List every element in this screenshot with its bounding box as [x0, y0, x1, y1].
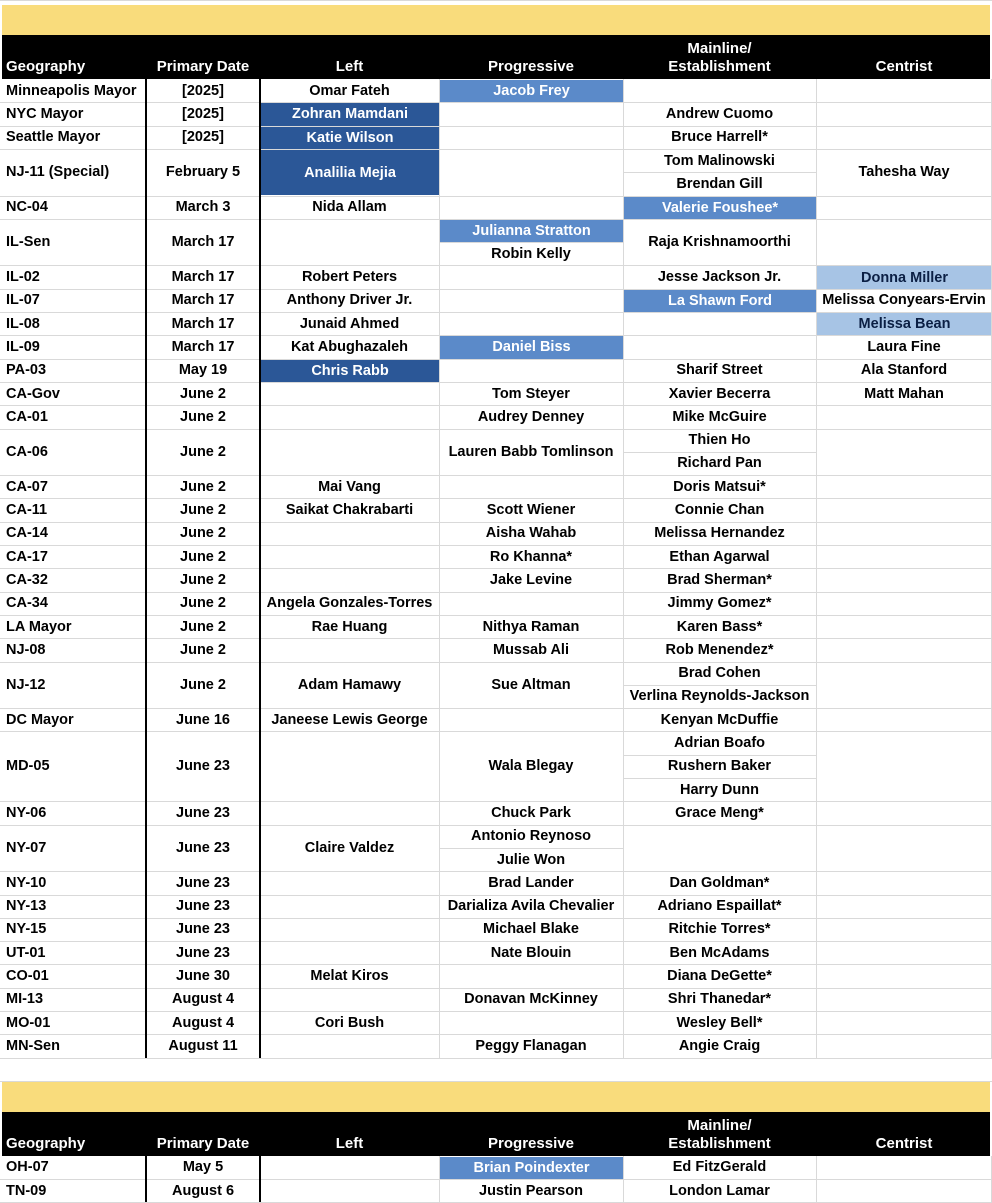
geography-cell: IL-07	[6, 292, 40, 309]
date-cell: [2025]	[182, 105, 224, 122]
candidate-progressive: Antonio Reynoso	[470, 828, 592, 845]
geography-cell: Seattle Mayor	[6, 129, 101, 146]
date-cell: August 6	[171, 1182, 235, 1199]
column-header-geography	[0, 1112, 146, 1156]
candidate-centrist: Donna Miller	[817, 266, 992, 288]
geography-cell: CA-01	[6, 408, 48, 425]
column-separator	[145, 79, 147, 1058]
candidate-progressive: Mussab Ali	[492, 641, 569, 658]
candidate-mainline: Brendan Gill	[676, 175, 763, 192]
candidate-mainline: Harry Dunn	[680, 781, 759, 798]
candidate-mainline: Dan Goldman*	[669, 874, 770, 891]
candidate-mainline: Brad Sherman*	[667, 571, 772, 588]
geography-cell: NY-13	[6, 898, 47, 915]
column-header-progressive	[439, 35, 623, 79]
geography-cell: NY-06	[6, 804, 47, 821]
candidate-mainline: Xavier Becerra	[668, 385, 771, 402]
column-separator	[259, 79, 261, 1058]
candidate-mainline: Richard Pan	[677, 455, 762, 472]
candidate-mainline: Ritchie Torres*	[668, 921, 771, 938]
date-cell: March 17	[171, 292, 235, 309]
candidate-left: Omar Fateh	[309, 82, 390, 99]
date-cell: June 23	[176, 874, 230, 891]
column-header-date	[146, 1112, 260, 1156]
column-header-text: Primary Date	[156, 1134, 250, 1152]
geography-cell: PA-03	[6, 362, 47, 379]
column-header-text: Progressive	[488, 58, 574, 75]
geography-cell: MD-05	[6, 758, 50, 775]
candidate-mainline: Jesse Jackson Jr.	[657, 269, 782, 286]
column-header-text: Left	[335, 1134, 364, 1152]
candidate-left: Mai Vang	[318, 478, 381, 495]
date-cell: June 2	[180, 478, 226, 495]
candidate-progressive: Lauren Babb Tomlinson	[448, 443, 614, 460]
geography-cell: TN-09	[6, 1182, 47, 1199]
candidate-progressive: Robin Kelly	[491, 245, 571, 262]
candidate-progressive: Julie Won	[496, 851, 566, 868]
candidate-centrist: Tahesha Way	[858, 164, 950, 181]
date-cell: June 2	[180, 408, 226, 425]
candidate-left: Nida Allam	[312, 199, 387, 216]
column-separator	[145, 1156, 147, 1203]
column-header-mainline	[623, 1112, 816, 1156]
candidate-left: Analilia Mejia	[261, 150, 439, 196]
geography-cell: MN-Sen	[6, 1037, 60, 1054]
grid-line	[816, 1156, 817, 1203]
candidate-mainline: Mike McGuire	[672, 408, 767, 425]
grid-line	[439, 242, 623, 243]
column-separator	[259, 1156, 261, 1203]
grid-line	[0, 0, 992, 1]
candidate-progressive: Justin Pearson	[479, 1182, 583, 1199]
column-header-text: Geography	[6, 1134, 86, 1152]
geography-cell: OH-07	[6, 1159, 49, 1176]
column-header-left	[260, 1112, 439, 1156]
column-header-text: Progressive	[488, 1134, 574, 1152]
geography-cell: CA-11	[6, 502, 48, 519]
candidate-left: Anthony Driver Jr.	[286, 292, 413, 309]
candidate-progressive: Donavan McKinney	[464, 991, 598, 1008]
geography-cell: CA-Gov	[6, 385, 60, 402]
candidate-mainline: Valerie Foushee*	[624, 197, 816, 219]
candidate-mainline: Angie Craig	[678, 1037, 761, 1054]
date-cell: May 5	[182, 1159, 224, 1176]
candidate-progressive: Scott Wiener	[486, 502, 576, 519]
candidate-progressive: Brian Poindexter	[440, 1157, 623, 1179]
column-header-centrist	[816, 35, 992, 79]
section-title	[2, 1082, 990, 1112]
candidate-progressive: Sue Altman	[491, 676, 571, 693]
date-cell: August 11	[168, 1037, 238, 1054]
column-header-date	[146, 35, 260, 79]
date-cell: June 2	[180, 525, 226, 542]
geography-cell: NY-10	[6, 874, 47, 891]
candidate-mainline: Sharif Street	[676, 362, 763, 379]
candidate-left: Rae Huang	[311, 618, 388, 635]
date-cell: March 17	[171, 269, 235, 286]
geography-cell: NY-15	[6, 921, 47, 938]
date-cell: March 3	[175, 199, 231, 216]
candidate-left: Melat Kiros	[310, 968, 389, 985]
geography-cell: NYC Mayor	[6, 105, 84, 122]
column-header-text: Left	[335, 58, 364, 75]
geography-cell: NY-07	[6, 839, 47, 856]
column-header-centrist	[816, 1112, 992, 1156]
grid-line	[0, 1058, 992, 1059]
grid-line	[623, 172, 816, 173]
candidate-centrist: Ala Stanford	[860, 362, 948, 379]
candidate-mainline: Bruce Harrell*	[671, 129, 768, 146]
candidate-progressive: Wala Blegay	[488, 758, 574, 775]
date-cell: June 2	[180, 385, 226, 402]
geography-cell: Minneapolis Mayor	[6, 82, 137, 99]
column-header-text: Mainline/	[687, 40, 752, 57]
candidate-centrist: Matt Mahan	[864, 385, 944, 402]
candidate-mainline: Ethan Agarwal	[669, 548, 770, 565]
date-cell: August 4	[171, 1014, 235, 1031]
candidate-mainline: Ben McAdams	[669, 944, 770, 961]
geography-cell: IL-02	[6, 269, 40, 286]
date-cell: June 30	[176, 968, 230, 985]
geography-cell: IL-09	[6, 338, 40, 355]
candidate-centrist: Melissa Conyears-Ervin	[822, 292, 986, 309]
date-cell: June 2	[180, 595, 226, 612]
date-cell: June 2	[180, 676, 226, 693]
candidate-mainline: Andrew Cuomo	[665, 105, 774, 122]
geography-cell: CA-34	[6, 595, 48, 612]
geography-cell: NJ-11 (Special)	[6, 164, 110, 181]
date-cell: June 23	[176, 898, 230, 915]
candidate-left: Robert Peters	[301, 269, 398, 286]
candidate-mainline: Adrian Boafo	[673, 735, 766, 752]
column-header-progressive	[439, 1112, 623, 1156]
date-cell: June 16	[176, 711, 230, 728]
candidate-progressive: Tom Steyer	[492, 385, 570, 402]
candidate-left: Junaid Ahmed	[299, 315, 400, 332]
column-header-left	[260, 35, 439, 79]
candidate-mainline: London Lamar	[669, 1182, 770, 1199]
column-header-mainline	[623, 35, 816, 79]
geography-cell: CA-14	[6, 525, 48, 542]
candidate-mainline: Verlina Reynolds-Jackson	[629, 688, 810, 705]
date-cell: May 19	[178, 362, 228, 379]
column-header-text: Geography	[6, 58, 86, 75]
column-header-geography	[0, 35, 146, 79]
candidate-centrist: Melissa Bean	[817, 313, 992, 335]
geography-cell: CA-06	[6, 443, 48, 460]
date-cell: June 2	[180, 618, 226, 635]
candidate-mainline: La Shawn Ford	[624, 290, 816, 312]
candidate-mainline: Jimmy Gomez*	[667, 595, 772, 612]
grid-line	[623, 1156, 624, 1203]
candidate-progressive: Aisha Wahab	[485, 525, 577, 542]
candidate-left: Saikat Chakrabarti	[285, 502, 414, 519]
candidate-centrist: Laura Fine	[867, 338, 941, 355]
candidate-progressive: Michael Blake	[483, 921, 579, 938]
date-cell: June 2	[180, 548, 226, 565]
geography-cell: LA Mayor	[6, 618, 72, 635]
candidate-mainline: Grace Meng*	[675, 804, 764, 821]
grid-line	[623, 778, 816, 779]
candidate-progressive: Brad Lander	[488, 874, 574, 891]
candidate-mainline: Ed FitzGerald	[672, 1159, 767, 1176]
candidate-progressive: Chuck Park	[491, 804, 571, 821]
geography-cell: CO-01	[6, 968, 49, 985]
date-cell: March 17	[171, 234, 235, 251]
geography-cell: UT-01	[6, 944, 46, 961]
candidate-mainline: Doris Matsui*	[673, 478, 766, 495]
candidate-left: Adam Hamawy	[297, 676, 402, 693]
date-cell: June 2	[180, 502, 226, 519]
geography-cell: MO-01	[6, 1014, 51, 1031]
geography-cell: CA-17	[6, 548, 48, 565]
candidate-mainline: Brad Cohen	[678, 665, 761, 682]
date-cell: June 2	[180, 641, 226, 658]
geography-cell: IL-08	[6, 315, 40, 332]
geography-cell: NC-04	[6, 199, 48, 216]
candidate-progressive: Nithya Raman	[482, 618, 580, 635]
grid-line	[439, 848, 623, 849]
candidate-mainline: Shri Thanedar*	[667, 991, 772, 1008]
column-header-text: Centrist	[875, 58, 933, 75]
candidate-mainline: Karen Bass*	[676, 618, 763, 635]
grid-line	[439, 79, 440, 1058]
date-cell: June 23	[176, 839, 230, 856]
candidate-mainline: Raja Krishnamoorthi	[648, 234, 791, 251]
column-header-text: Establishment	[668, 1134, 771, 1152]
date-cell: [2025]	[182, 82, 224, 99]
candidate-mainline: Melissa Hernandez	[654, 525, 785, 542]
grid-line	[816, 79, 817, 1058]
date-cell: June 23	[176, 758, 230, 775]
date-cell: June 23	[176, 921, 230, 938]
geography-cell: NJ-12	[6, 676, 46, 693]
grid-line	[623, 685, 816, 686]
candidate-mainline: Thien Ho	[688, 432, 751, 449]
geography-cell: CA-32	[6, 571, 48, 588]
candidate-progressive: Audrey Denney	[477, 408, 585, 425]
date-cell: June 2	[180, 443, 226, 460]
candidate-left: Zohran Mamdani	[261, 103, 439, 125]
candidate-progressive: Nate Blouin	[490, 944, 572, 961]
geography-cell: DC Mayor	[6, 711, 74, 728]
date-cell: June 23	[176, 944, 230, 961]
date-cell: [2025]	[182, 129, 224, 146]
candidate-progressive: Jacob Frey	[440, 80, 623, 102]
candidate-left: Chris Rabb	[261, 360, 439, 382]
candidate-progressive: Julianna Stratton	[440, 220, 623, 242]
column-header-text: Establishment	[668, 58, 771, 75]
date-cell: June 2	[180, 571, 226, 588]
column-header-text: Mainline/	[687, 1116, 752, 1134]
date-cell: June 23	[176, 804, 230, 821]
candidate-mainline: Wesley Bell*	[676, 1014, 763, 1031]
grid-line	[623, 79, 624, 1058]
candidate-mainline: Connie Chan	[674, 502, 765, 519]
geography-cell: CA-07	[6, 478, 48, 495]
geography-cell: IL-Sen	[6, 234, 51, 251]
candidate-left: Angela Gonzales-Torres	[266, 595, 433, 612]
candidate-progressive: Jake Levine	[489, 571, 573, 588]
candidate-left: Kat Abughazaleh	[290, 338, 409, 355]
section-title	[2, 5, 990, 35]
date-cell: March 17	[171, 338, 235, 355]
candidate-left: Katie Wilson	[261, 127, 439, 149]
grid-line	[623, 452, 816, 453]
geography-cell: NJ-08	[6, 641, 46, 658]
candidate-mainline: Diana DeGette*	[667, 968, 772, 985]
candidate-mainline: Tom Malinowski	[664, 152, 775, 169]
candidate-mainline: Rushern Baker	[667, 758, 772, 775]
candidate-left: Janeese Lewis George	[271, 711, 428, 728]
column-header-text: Primary Date	[156, 58, 250, 75]
candidate-progressive: Darializa Avila Chevalier	[447, 898, 615, 915]
candidate-mainline: Adriano Espaillat*	[657, 898, 782, 915]
date-cell: March 17	[171, 315, 235, 332]
date-cell: August 4	[171, 991, 235, 1008]
geography-cell: MI-13	[6, 991, 44, 1008]
candidate-left: Claire Valdez	[304, 839, 395, 856]
candidate-progressive: Daniel Biss	[440, 336, 623, 358]
candidate-left: Cori Bush	[314, 1014, 385, 1031]
column-header-text: Centrist	[875, 1134, 933, 1152]
candidate-mainline: Kenyan McDuffie	[660, 711, 779, 728]
candidate-mainline: Rob Menendez*	[665, 641, 774, 658]
grid-line	[623, 755, 816, 756]
candidate-progressive: Peggy Flanagan	[475, 1037, 587, 1054]
date-cell: February 5	[165, 164, 241, 181]
candidate-progressive: Ro Khanna*	[489, 548, 573, 565]
grid-line	[439, 1156, 440, 1203]
